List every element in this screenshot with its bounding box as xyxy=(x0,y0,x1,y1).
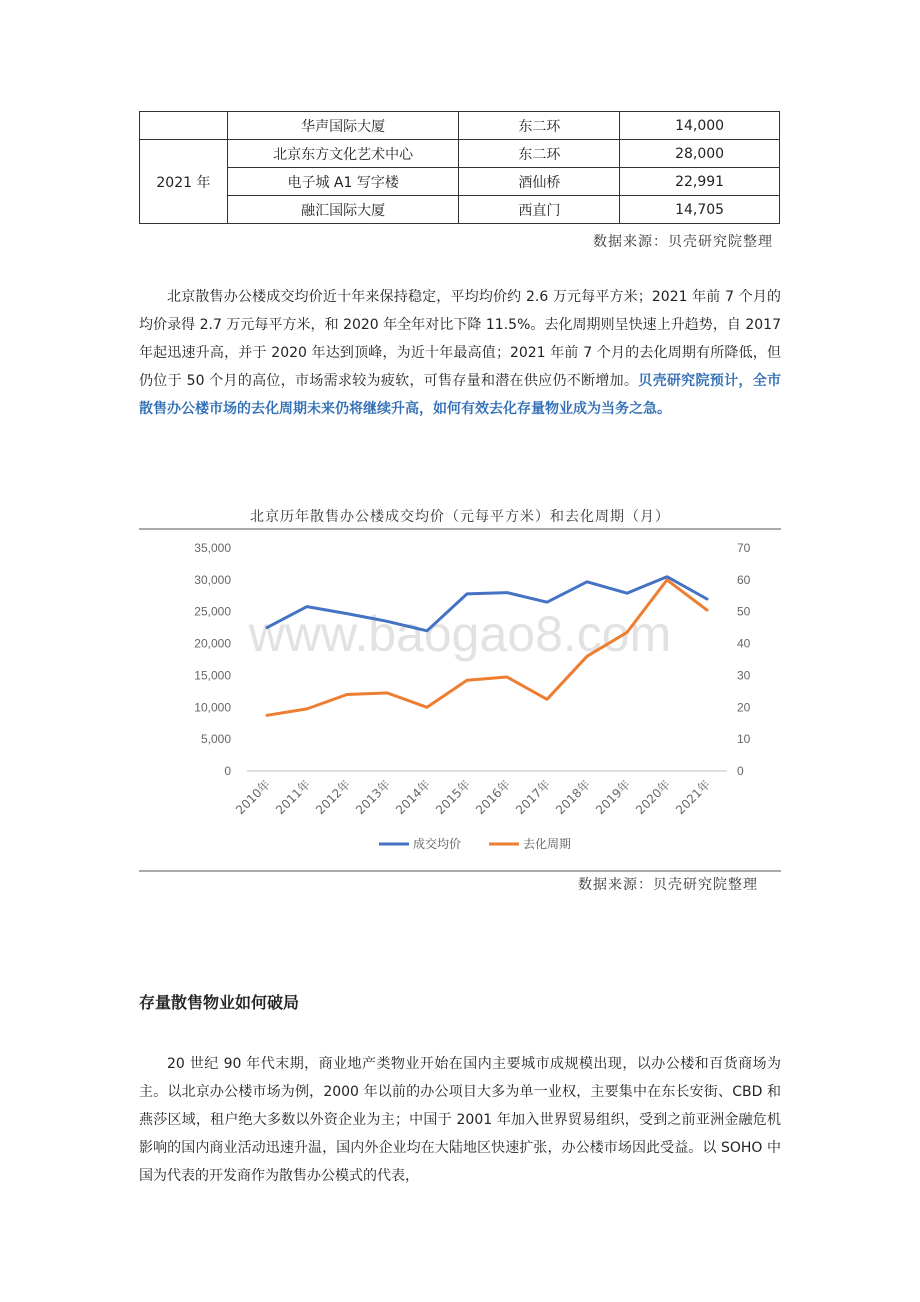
year-cell xyxy=(140,112,228,140)
building-name-cell: 电子城 A1 写字楼 xyxy=(227,168,459,196)
table-source-note: 数据来源：贝壳研究院整理 xyxy=(593,234,773,250)
x-tick-label: 2021年 xyxy=(673,777,714,818)
legend-label: 去化周期 xyxy=(523,837,572,851)
x-tick-label: 2017年 xyxy=(513,777,554,818)
x-tick-label: 2014年 xyxy=(393,777,434,818)
chart-title: 北京历年散售办公楼成交均价（元每平方米）和去化周期（月） xyxy=(250,509,670,525)
value-cell: 14,000 xyxy=(620,112,780,140)
price-cycle-chart xyxy=(139,526,781,872)
highlight-text: 贝壳研究院预计，全市散售办公楼市场的去化周期未来仍将继续升高，如何有效去化存量物业成为当务之急。 xyxy=(139,373,781,417)
y-right-tick-label: 20 xyxy=(737,700,751,715)
y-right-tick-label: 60 xyxy=(737,572,751,587)
area-cell: 酒仙桥 xyxy=(459,168,620,196)
area-cell: 东二环 xyxy=(459,140,620,168)
y-right-tick-label: 70 xyxy=(737,541,751,555)
value-cell: 28,000 xyxy=(620,140,780,168)
y-right-tick-label: 40 xyxy=(737,636,751,651)
legend-label: 成交均价 xyxy=(413,837,462,851)
table-row xyxy=(140,168,780,196)
value-cell: 14,705 xyxy=(620,196,780,224)
y-left-tick-label: 10,000 xyxy=(194,700,231,715)
area-cell: 东二环 xyxy=(459,112,620,140)
y-right-tick-label: 30 xyxy=(737,668,751,683)
chart-source-note: 数据来源：贝壳研究院整理 xyxy=(578,877,758,893)
watermark-text: www.baogao8.com xyxy=(248,606,672,662)
x-tick-label: 2019年 xyxy=(593,777,634,818)
x-tick-label: 2010年 xyxy=(233,777,274,818)
x-tick-label: 2016年 xyxy=(473,777,514,818)
year-cell: 2021 年 xyxy=(140,140,228,224)
x-tick-label: 2018年 xyxy=(553,777,594,818)
buildings-table xyxy=(139,111,780,224)
table-row xyxy=(140,196,780,224)
y-left-tick-label: 0 xyxy=(224,764,231,778)
analysis-paragraph xyxy=(139,283,781,423)
y-left-tick-label: 15,000 xyxy=(194,668,231,683)
x-tick-label: 2012年 xyxy=(313,777,354,818)
x-tick-label: 2020年 xyxy=(633,777,674,818)
y-left-tick-label: 35,000 xyxy=(194,541,231,555)
analysis-text: 北京散售办公楼成交均价近十年来保持稳定，平均均价约 2.6 万元每平方米；2021 年前 7 个月的均价录得 2.7 万元每平方米，和 2020 年全年对比下降 11.5%。去化周期则呈快速上升趋势，自 2017 年起迅速升高，并于 2020 年达到顶峰，为近十年最高值；2021 年前 7 个月的去化周期有所降低，但仍位于 50 个月的高位，市场需求较为疲软，可售存量和潜在供应仍不断增加。 xyxy=(139,289,781,389)
y-right-tick-label: 50 xyxy=(737,604,751,619)
history-paragraph: 20 世纪 90 年代末期，商业地产类物业开始在国内主要城市成规模出现，以办公楼和百货商场为主。以北京办公楼市场为例，2000 年以前的办公项目大多为单一业权，主要集中在东长安街、CBD 和燕莎区域，租户绝大多数以外资企业为主；中国于 2001 年加入世界贸易组织，受到之前亚洲金融危机影响的国内商业活动迅速升温，国内外企业均在大陆地区快速扩张，办公楼市场因此受益。以 SOHO 中国为代表的开发商作为散售办公模式的代表， xyxy=(139,1056,781,1184)
y-left-tick-label: 25,000 xyxy=(194,604,231,619)
x-tick-label: 2015年 xyxy=(433,777,474,818)
x-tick-label: 2013年 xyxy=(353,777,394,818)
building-name-cell: 北京东方文化艺术中心 xyxy=(227,140,459,168)
building-name-cell: 融汇国际大厦 xyxy=(227,196,459,224)
y-left-tick-label: 30,000 xyxy=(194,572,231,587)
building-name-cell: 华声国际大厦 xyxy=(227,112,459,140)
table-row xyxy=(140,112,780,140)
y-right-tick-label: 10 xyxy=(737,732,751,747)
y-left-tick-label: 20,000 xyxy=(194,636,231,651)
y-left-tick-label: 5,000 xyxy=(200,732,231,747)
x-tick-label: 2011年 xyxy=(273,777,314,818)
table-row xyxy=(140,140,780,168)
y-right-tick-label: 0 xyxy=(737,764,744,778)
area-cell: 西直门 xyxy=(459,196,620,224)
section-heading: 存量散售物业如何破局 xyxy=(139,993,300,1012)
value-cell: 22,991 xyxy=(620,168,780,196)
